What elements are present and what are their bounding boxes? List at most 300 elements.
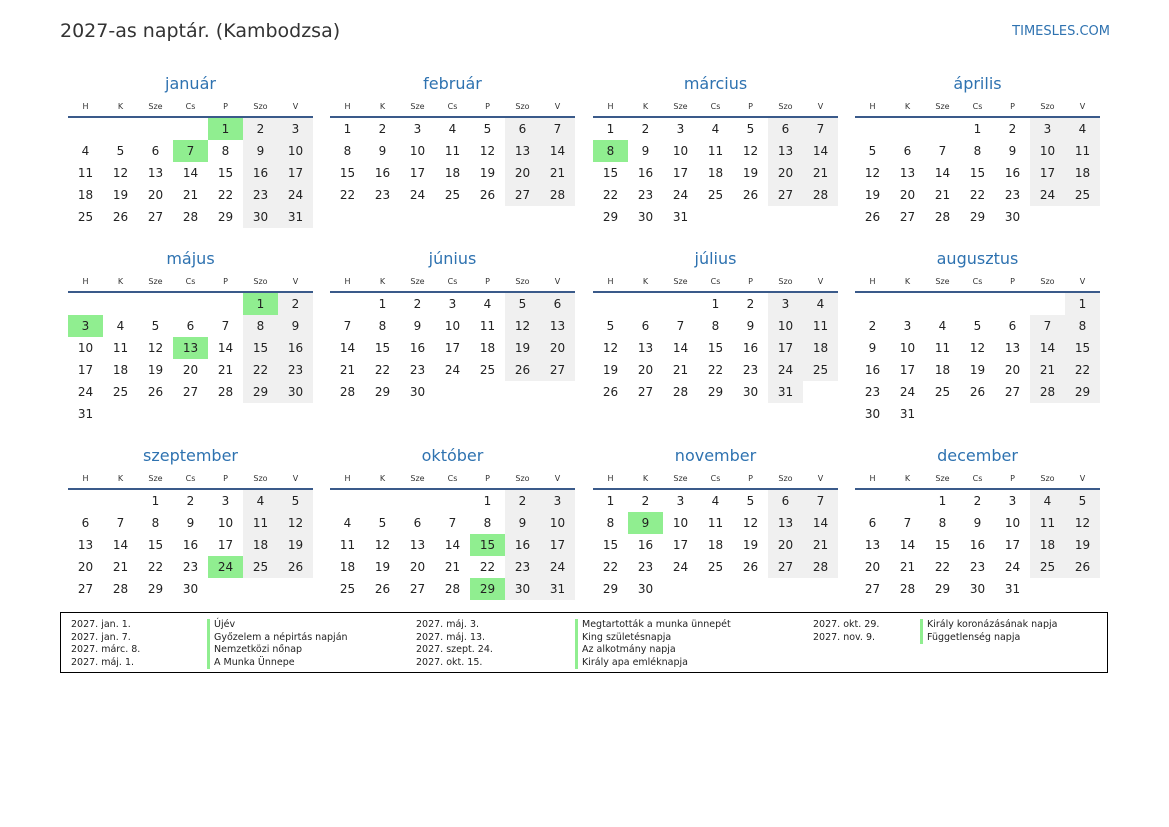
day-grid — [330, 490, 575, 600]
day-cell: 1 — [973, 122, 982, 136]
weekday-label: V — [817, 277, 824, 286]
day-cell: 11 — [339, 538, 356, 552]
day-cell: 23 — [409, 363, 426, 377]
site-link[interactable]: TIMESLES.COM — [1012, 24, 1110, 39]
weekday-label: Cs — [710, 474, 721, 483]
day-cell: 31 — [672, 210, 689, 224]
day-cell: 17 — [1004, 538, 1021, 552]
day-cell: 11 — [112, 341, 129, 355]
page-title: 2027-as naptár. (Kambodzsa) — [60, 20, 341, 42]
day-cell: 20 — [540, 337, 575, 359]
legend-holiday-name: Király koronázásának napja — [920, 619, 1057, 632]
day-cell: 19 — [864, 188, 881, 202]
weekday-label: H — [344, 474, 351, 483]
legend-dates-column — [416, 619, 493, 669]
day-cell: 28 — [540, 184, 575, 206]
day-cell: 12 — [112, 166, 129, 180]
weekday-label: K — [117, 102, 124, 111]
empty-cell — [628, 293, 663, 315]
day-cell: 9 — [746, 319, 755, 333]
day-cell: 7 — [676, 319, 685, 333]
day-cell: 27 — [147, 210, 164, 224]
day-cell: 13 — [768, 140, 803, 162]
weekday-label: Sze — [935, 474, 950, 483]
day-cell: 1 — [483, 494, 492, 508]
day-cell: 15 — [147, 538, 164, 552]
weekday-label: K — [642, 474, 649, 483]
day-cell: 9 — [278, 315, 313, 337]
empty-cell — [593, 293, 628, 315]
day-cell: 19 — [602, 363, 619, 377]
day-cell: 2 — [413, 297, 422, 311]
day-cell: 7 — [938, 144, 947, 158]
day-cell: 23 — [505, 556, 540, 578]
day-grid — [593, 490, 838, 600]
empty-cell — [925, 293, 960, 315]
day-cell: 8 — [343, 144, 352, 158]
weekday-label: Sze — [410, 474, 425, 483]
day-cell: 7 — [448, 516, 457, 530]
day-cell: 5 — [116, 144, 125, 158]
day-cell: 11 — [243, 512, 278, 534]
day-cell: 2 — [186, 494, 195, 508]
month-december — [855, 445, 1100, 600]
day-cell: 8 — [606, 516, 615, 530]
empty-cell — [925, 118, 960, 140]
holiday-legend — [60, 612, 1108, 673]
weekday-label: K — [379, 102, 386, 111]
weekday-label: H — [82, 102, 89, 111]
day-cell: 9 — [868, 341, 877, 355]
day-cell: 4 — [938, 319, 947, 333]
holiday-day-cell: 8 — [593, 140, 628, 162]
day-cell: 11 — [77, 166, 94, 180]
legend-holiday-name: Nemzetközi nőnap — [207, 644, 302, 657]
weekday-header — [593, 97, 838, 118]
day-cell: 26 — [112, 210, 129, 224]
day-cell: 18 — [243, 534, 278, 556]
day-cell: 10 — [217, 516, 234, 530]
day-cell: 5 — [973, 319, 982, 333]
day-cell: 24 — [444, 363, 461, 377]
day-cell: 6 — [81, 516, 90, 530]
day-cell: 8 — [378, 319, 387, 333]
day-cell: 1 — [711, 297, 720, 311]
day-cell: 12 — [742, 516, 759, 530]
month-március — [593, 73, 838, 228]
empty-cell — [855, 118, 890, 140]
day-cell: 21 — [112, 560, 129, 574]
day-cell: 20 — [182, 363, 199, 377]
weekday-label: V — [817, 474, 824, 483]
empty-cell — [400, 490, 435, 512]
day-cell: 18 — [707, 166, 724, 180]
empty-cell — [68, 118, 103, 140]
empty-cell — [173, 118, 208, 140]
legend-date: 2027. márc. 8. — [71, 644, 141, 656]
weekday-label: H — [82, 277, 89, 286]
day-cell: 16 — [278, 337, 313, 359]
weekday-label: Sze — [673, 102, 688, 111]
day-cell: 7 — [221, 319, 230, 333]
weekday-header — [593, 469, 838, 490]
day-cell: 22 — [1065, 359, 1100, 381]
weekday-header — [68, 469, 313, 490]
legend-holiday-name: King születésnapja — [575, 632, 671, 645]
weekday-label: Cs — [972, 474, 983, 483]
month-name: június — [428, 249, 477, 268]
legend-date: 2027. máj. 3. — [416, 619, 480, 630]
holiday-day-cell: 1 — [208, 118, 243, 140]
day-cell: 2 — [746, 297, 755, 311]
day-cell: 5 — [606, 319, 615, 333]
day-cell: 21 — [934, 188, 951, 202]
day-cell: 2 — [278, 293, 313, 315]
weekday-label: Sze — [148, 102, 163, 111]
day-cell: 6 — [186, 319, 195, 333]
day-cell: 16 — [637, 538, 654, 552]
legend-holiday-name: Megtartották a munka ünnepét — [575, 619, 731, 632]
day-cell: 11 — [444, 144, 461, 158]
day-cell: 26 — [969, 385, 986, 399]
holiday-day-cell: 9 — [628, 512, 663, 534]
weekday-label: H — [344, 277, 351, 286]
weekday-label: Szo — [515, 277, 530, 286]
weekday-label: P — [748, 102, 753, 111]
day-cell: 28 — [934, 210, 951, 224]
day-cell: 18 — [444, 166, 461, 180]
day-cell: 25 — [934, 385, 951, 399]
weekday-header — [855, 97, 1100, 118]
weekday-label: Sze — [410, 277, 425, 286]
day-cell: 26 — [864, 210, 881, 224]
day-cell: 23 — [742, 363, 759, 377]
day-cell: 27 — [409, 582, 426, 596]
day-grid — [330, 293, 575, 403]
day-cell: 18 — [934, 363, 951, 377]
day-cell: 24 — [768, 359, 803, 381]
day-cell: 16 — [243, 162, 278, 184]
day-cell: 29 — [243, 381, 278, 403]
day-cell: 30 — [505, 578, 540, 600]
day-cell: 15 — [1065, 337, 1100, 359]
empty-cell — [103, 293, 138, 315]
day-cell: 12 — [147, 341, 164, 355]
weekday-label: H — [869, 102, 876, 111]
legend-date: 2027. máj. 13. — [416, 631, 486, 643]
empty-cell — [173, 293, 208, 315]
day-cell: 6 — [868, 516, 877, 530]
day-grid — [68, 118, 313, 228]
day-cell: 6 — [768, 118, 803, 140]
day-cell: 11 — [707, 144, 724, 158]
day-cell: 19 — [147, 363, 164, 377]
legend-date: 2027. nov. 9. — [813, 631, 876, 643]
day-cell: 24 — [409, 188, 426, 202]
day-cell: 15 — [707, 341, 724, 355]
day-cell: 23 — [1004, 188, 1021, 202]
day-cell: 21 — [803, 162, 838, 184]
day-grid — [68, 490, 313, 600]
day-cell: 13 — [899, 166, 916, 180]
legend-holiday-name: Az alkotmány napja — [575, 644, 676, 657]
day-cell: 28 — [217, 385, 234, 399]
weekday-label: Szo — [253, 277, 268, 286]
day-cell: 14 — [217, 341, 234, 355]
weekday-label: P — [748, 277, 753, 286]
day-cell: 2 — [641, 122, 650, 136]
day-cell: 9 — [505, 512, 540, 534]
day-cell: 28 — [182, 210, 199, 224]
day-cell: 10 — [672, 516, 689, 530]
holiday-day-cell: 15 — [470, 534, 505, 556]
day-cell: 31 — [278, 206, 313, 228]
holiday-day-cell: 24 — [208, 556, 243, 578]
day-cell: 6 — [903, 144, 912, 158]
day-cell: 29 — [1065, 381, 1100, 403]
weekday-label: P — [1010, 474, 1015, 483]
day-cell: 3 — [676, 494, 685, 508]
weekday-label: Cs — [447, 102, 458, 111]
day-cell: 23 — [278, 359, 313, 381]
day-cell: 14 — [803, 140, 838, 162]
day-cell: 4 — [803, 293, 838, 315]
day-cell: 8 — [1065, 315, 1100, 337]
weekday-label: Cs — [185, 277, 196, 286]
holiday-day-cell: 3 — [68, 315, 103, 337]
day-cell: 17 — [540, 534, 575, 556]
weekday-label: H — [607, 277, 614, 286]
day-cell: 24 — [1030, 184, 1065, 206]
day-cell: 4 — [81, 144, 90, 158]
day-cell: 5 — [868, 144, 877, 158]
day-cell: 16 — [505, 534, 540, 556]
day-cell: 25 — [339, 582, 356, 596]
day-cell: 4 — [243, 490, 278, 512]
weekday-label: P — [223, 102, 228, 111]
day-cell: 22 — [602, 188, 619, 202]
day-cell: 22 — [217, 188, 234, 202]
empty-cell — [365, 490, 400, 512]
day-cell: 1 — [378, 297, 387, 311]
weekday-label: Szo — [515, 102, 530, 111]
day-cell: 19 — [112, 188, 129, 202]
day-cell: 21 — [1030, 359, 1065, 381]
day-cell: 26 — [1065, 556, 1100, 578]
weekday-label: H — [607, 102, 614, 111]
weekday-label: Cs — [447, 474, 458, 483]
day-cell: 3 — [413, 122, 422, 136]
day-cell: 23 — [637, 560, 654, 574]
day-cell: 3 — [768, 293, 803, 315]
day-cell: 2 — [868, 319, 877, 333]
day-cell: 13 — [147, 166, 164, 180]
day-cell: 10 — [1030, 140, 1065, 162]
day-cell: 27 — [768, 556, 803, 578]
day-cell: 7 — [803, 490, 838, 512]
day-cell: 16 — [182, 538, 199, 552]
weekday-label: K — [904, 474, 911, 483]
month-május — [68, 248, 313, 425]
month-name: november — [674, 446, 757, 465]
day-cell: 5 — [278, 490, 313, 512]
day-cell: 20 — [77, 560, 94, 574]
weekday-label: K — [117, 474, 124, 483]
day-cell: 22 — [707, 363, 724, 377]
weekday-label: Sze — [148, 277, 163, 286]
weekday-label: P — [223, 474, 228, 483]
day-cell: 15 — [217, 166, 234, 180]
day-cell: 13 — [864, 538, 881, 552]
weekday-header — [68, 97, 313, 118]
weekday-header — [330, 97, 575, 118]
day-cell: 25 — [1030, 556, 1065, 578]
day-cell: 3 — [278, 118, 313, 140]
legend-holiday-name: Győzelem a népirtás napján — [207, 632, 348, 645]
month-name: március — [683, 74, 748, 93]
day-cell: 5 — [746, 494, 755, 508]
day-cell: 14 — [899, 538, 916, 552]
day-cell: 15 — [602, 538, 619, 552]
day-cell: 5 — [151, 319, 160, 333]
day-cell: 1 — [606, 122, 615, 136]
day-cell: 24 — [672, 188, 689, 202]
legend-holiday-name: A Munka Ünnepe — [207, 657, 295, 670]
day-cell: 18 — [339, 560, 356, 574]
legend-dates-column — [813, 619, 879, 644]
weekday-label: P — [748, 474, 753, 483]
day-cell: 9 — [973, 516, 982, 530]
day-cell: 17 — [672, 538, 689, 552]
day-cell: 3 — [221, 494, 230, 508]
holiday-day-cell: 1 — [243, 293, 278, 315]
empty-cell — [208, 293, 243, 315]
day-cell: 8 — [483, 516, 492, 530]
day-cell: 2 — [378, 122, 387, 136]
day-cell: 25 — [77, 210, 94, 224]
month-name: február — [423, 74, 482, 93]
weekday-label: K — [642, 102, 649, 111]
day-cell: 12 — [602, 341, 619, 355]
day-cell: 9 — [378, 144, 387, 158]
day-cell: 5 — [378, 516, 387, 530]
day-cell: 30 — [243, 206, 278, 228]
weekday-label: Sze — [935, 277, 950, 286]
day-cell: 19 — [1065, 534, 1100, 556]
weekday-label: V — [554, 277, 561, 286]
weekday-label: Sze — [148, 474, 163, 483]
day-cell: 13 — [77, 538, 94, 552]
weekday-label: Szo — [253, 474, 268, 483]
weekday-label: H — [82, 474, 89, 483]
empty-cell — [103, 118, 138, 140]
day-cell: 22 — [934, 560, 951, 574]
month-name: április — [953, 74, 1002, 93]
weekday-label: Szo — [253, 102, 268, 111]
day-cell: 15 — [969, 166, 986, 180]
weekday-label: V — [554, 102, 561, 111]
day-cell: 10 — [540, 512, 575, 534]
day-cell: 3 — [903, 319, 912, 333]
day-cell: 12 — [864, 166, 881, 180]
legend-date: 2027. jan. 1. — [71, 619, 131, 630]
day-grid — [330, 118, 575, 206]
weekday-label: V — [554, 474, 561, 483]
day-cell: 28 — [803, 556, 838, 578]
month-szeptember — [68, 445, 313, 600]
weekday-label: V — [292, 277, 299, 286]
day-cell: 13 — [540, 315, 575, 337]
day-cell: 24 — [540, 556, 575, 578]
day-cell: 4 — [343, 516, 352, 530]
day-cell: 18 — [1030, 534, 1065, 556]
day-cell: 11 — [707, 516, 724, 530]
day-cell: 15 — [374, 341, 391, 355]
weekday-label: Szo — [1040, 277, 1055, 286]
weekday-label: V — [292, 474, 299, 483]
day-cell: 25 — [707, 560, 724, 574]
day-cell: 4 — [1065, 118, 1100, 140]
day-cell: 10 — [899, 341, 916, 355]
empty-cell — [890, 118, 925, 140]
day-cell: 9 — [243, 140, 278, 162]
day-cell: 18 — [803, 337, 838, 359]
day-cell: 23 — [969, 560, 986, 574]
day-cell: 24 — [77, 385, 94, 399]
day-cell: 11 — [479, 319, 496, 333]
day-cell: 27 — [637, 385, 654, 399]
weekday-label: Sze — [935, 102, 950, 111]
weekday-label: V — [1079, 102, 1086, 111]
day-cell: 21 — [672, 363, 689, 377]
weekday-label: Sze — [410, 102, 425, 111]
empty-cell — [138, 293, 173, 315]
day-cell: 29 — [217, 210, 234, 224]
day-cell: 31 — [77, 407, 94, 421]
day-cell: 7 — [803, 118, 838, 140]
weekday-label: V — [817, 102, 824, 111]
day-cell: 25 — [1065, 184, 1100, 206]
day-cell: 5 — [746, 122, 755, 136]
weekday-label: K — [904, 277, 911, 286]
day-cell: 17 — [77, 363, 94, 377]
day-cell: 28 — [339, 385, 356, 399]
weekday-label: P — [1010, 102, 1015, 111]
day-cell: 16 — [409, 341, 426, 355]
day-grid — [593, 293, 838, 403]
day-cell: 17 — [278, 162, 313, 184]
weekday-label: H — [869, 474, 876, 483]
day-cell: 19 — [505, 337, 540, 359]
day-cell: 6 — [641, 319, 650, 333]
day-cell: 26 — [278, 556, 313, 578]
day-cell: 13 — [505, 140, 540, 162]
month-október — [330, 445, 575, 600]
day-cell: 4 — [711, 122, 720, 136]
day-cell: 17 — [768, 337, 803, 359]
empty-cell — [995, 293, 1030, 315]
day-cell: 22 — [339, 188, 356, 202]
day-cell: 1 — [1065, 293, 1100, 315]
weekday-label: K — [904, 102, 911, 111]
day-cell: 25 — [243, 556, 278, 578]
day-cell: 6 — [768, 490, 803, 512]
day-cell: 10 — [409, 144, 426, 158]
day-cell: 17 — [1030, 162, 1065, 184]
day-cell: 26 — [505, 359, 540, 381]
day-cell: 1 — [606, 494, 615, 508]
day-cell: 7 — [343, 319, 352, 333]
